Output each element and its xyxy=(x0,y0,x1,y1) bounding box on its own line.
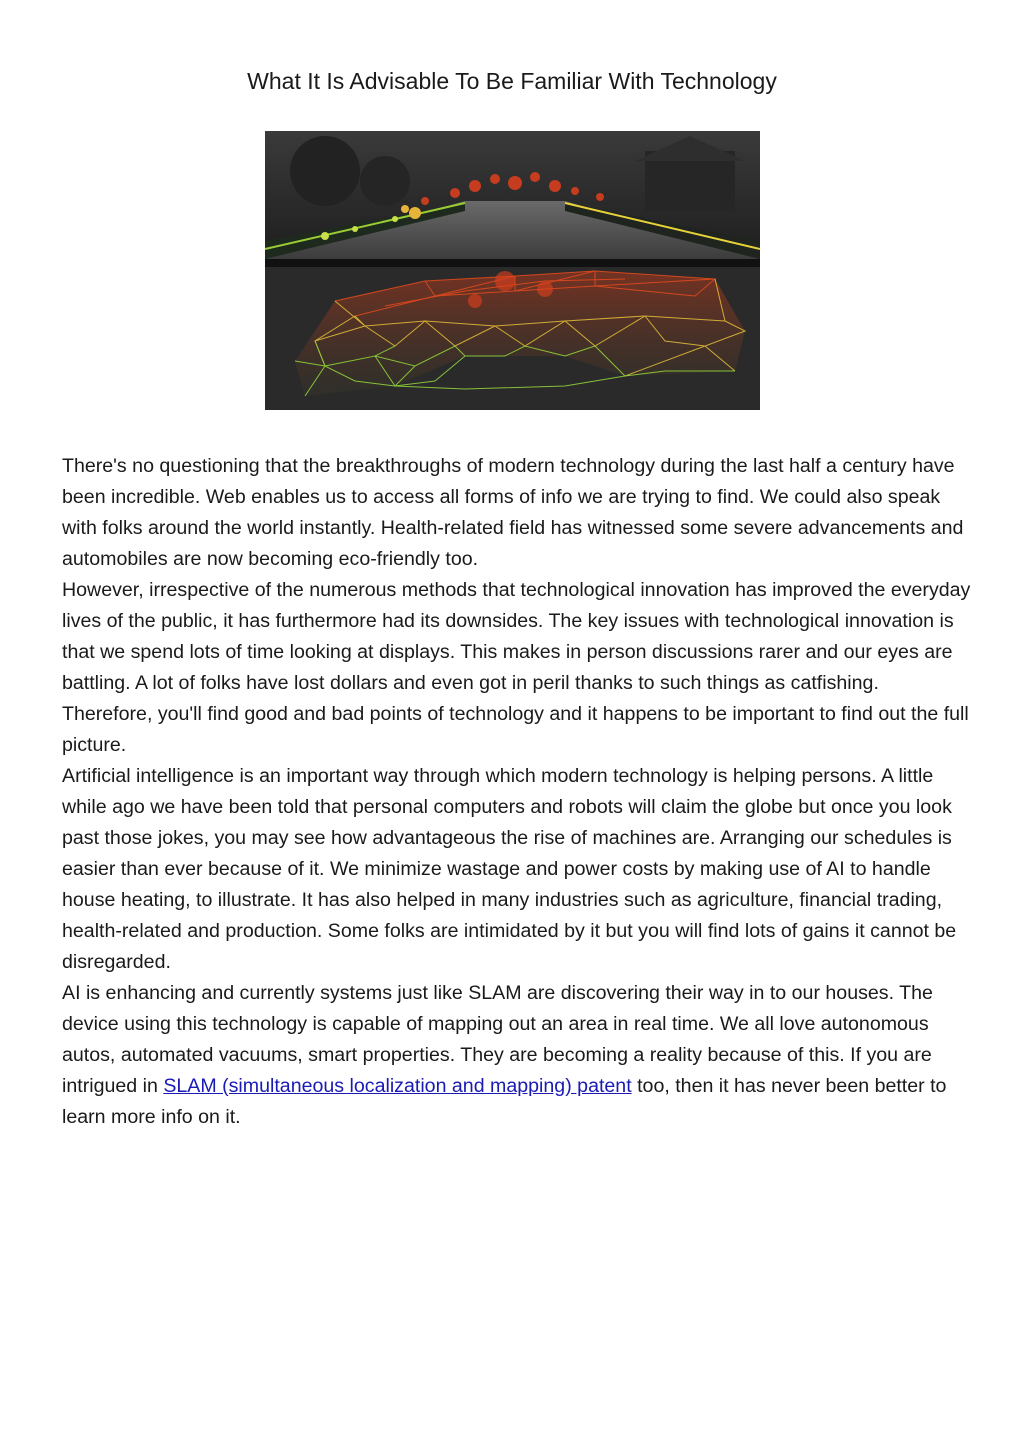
page-title: What It Is Advisable To Be Familiar With Technology xyxy=(247,68,777,94)
paragraph-text: AI is enhancing and currently systems just like SLAM are discovering their way in to our houses. The device using this technology is capable of mapping out an area in real time. We all love autonomous autos, automated vacuums, smart properties. They are becoming a reality because of this. If you are intrigued in xyxy=(62,982,933,1097)
article-paragraph xyxy=(62,978,972,1133)
article-paragraph: There's no questioning that the breakthroughs of modern technology during the last half a century have been incredible. Web enables us to access all forms of info we are trying to find. We could also speak with folks around the world instantly. Health-related field has witnessed some severe advancements and automobiles are now becoming eco-friendly too. xyxy=(62,455,964,570)
article-paragraph: Artificial intelligence is an important way through which modern technology is helping persons. A little while ago we have been told that personal computers and robots will claim the globe but once you look past those jokes, you may see how advantageous the rise of machines are. Arranging our schedules is easier than ever because of it. We minimize wastage and power costs by making use of AI to handle house heating, to illustrate. It has also helped in many industries such as agriculture, financial trading, health-related and production. Some folks are intimidated by it but you will find lots of gains it cannot be disregarded. xyxy=(62,765,957,973)
article-body xyxy=(62,451,972,1133)
article-paragraph: However, irrespective of the numerous methods that technological innovation has improved the everyday lives of the public, it has furthermore had its downsides. The key issues with technological innovation is that we spend lots of time looking at displays. This makes in person discussions rarer and our eyes are battling. A lot of folks have lost dollars and even got in peril thanks to such things as catfishing. Therefore, you'll find good and bad points of technology and it happens to be important to find out the full picture. xyxy=(62,579,971,756)
hero-image xyxy=(265,131,760,410)
autonomous-driving-slam-mesh-image xyxy=(265,131,760,410)
paragraph-text: too, then it has never been better to learn more info on it. xyxy=(62,1075,947,1128)
slam-patent-link[interactable]: SLAM (simultaneous localization and mapping) patent xyxy=(163,1075,632,1097)
